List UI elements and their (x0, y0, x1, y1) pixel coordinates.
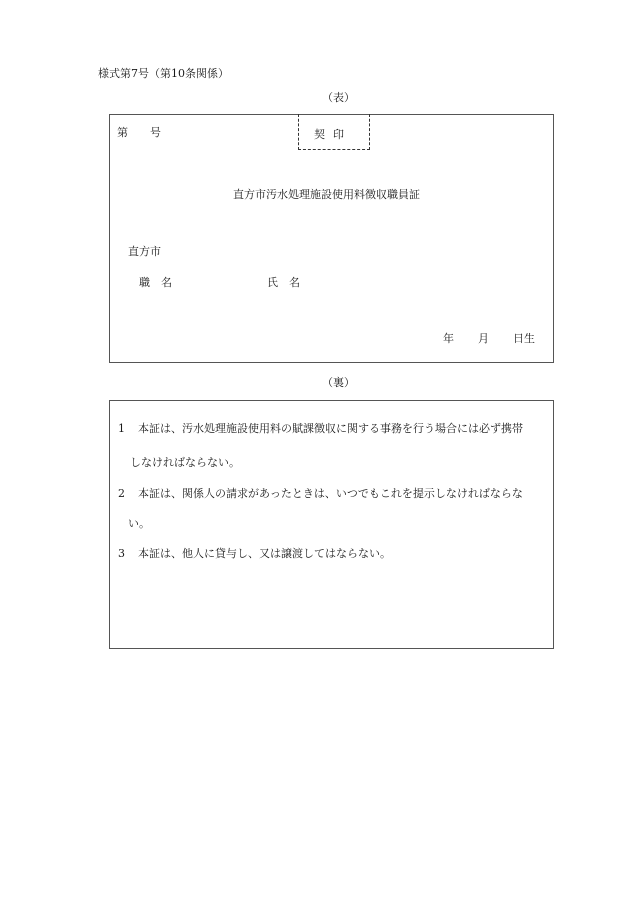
name-label: 氏 名 (267, 276, 300, 289)
number-prefix: 第 (117, 126, 128, 139)
note-item-1-continuation: しなければならない。 (130, 456, 240, 469)
certificate-number (117, 127, 161, 138)
form-title: 様式第7号（第10条関係） (98, 67, 229, 80)
back-card (109, 400, 554, 649)
back-side-label: （裏） (322, 376, 355, 389)
note-item-3: 3 本証は、他人に貸与し、又は譲渡してはならない。 (118, 547, 391, 560)
birth-year-label: 年 (443, 332, 454, 345)
position-label: 職 名 (139, 276, 172, 289)
front-card (109, 114, 554, 363)
seal-label: 契印 (314, 128, 352, 141)
note-item-1: 1 本証は、汚水処理施設使用料の賦課徴収に関する事務を行う場合には必ず携帯 (118, 422, 523, 435)
seal-stamp-box (298, 114, 370, 150)
front-side-label: （表） (322, 91, 355, 104)
note-item-2: 2 本証は、関係人の請求があったときは、いつでもこれを提示しなければならな (118, 487, 523, 500)
card-title: 直方市汚水処理施設使用料徴収職員証 (233, 188, 420, 201)
birth-month-label: 月 (478, 332, 489, 345)
city-name: 直方市 (128, 245, 161, 258)
birth-date (443, 333, 535, 344)
note-item-2-continuation: い。 (128, 517, 150, 530)
number-suffix: 号 (150, 126, 161, 139)
birth-day-label: 日生 (513, 332, 535, 345)
